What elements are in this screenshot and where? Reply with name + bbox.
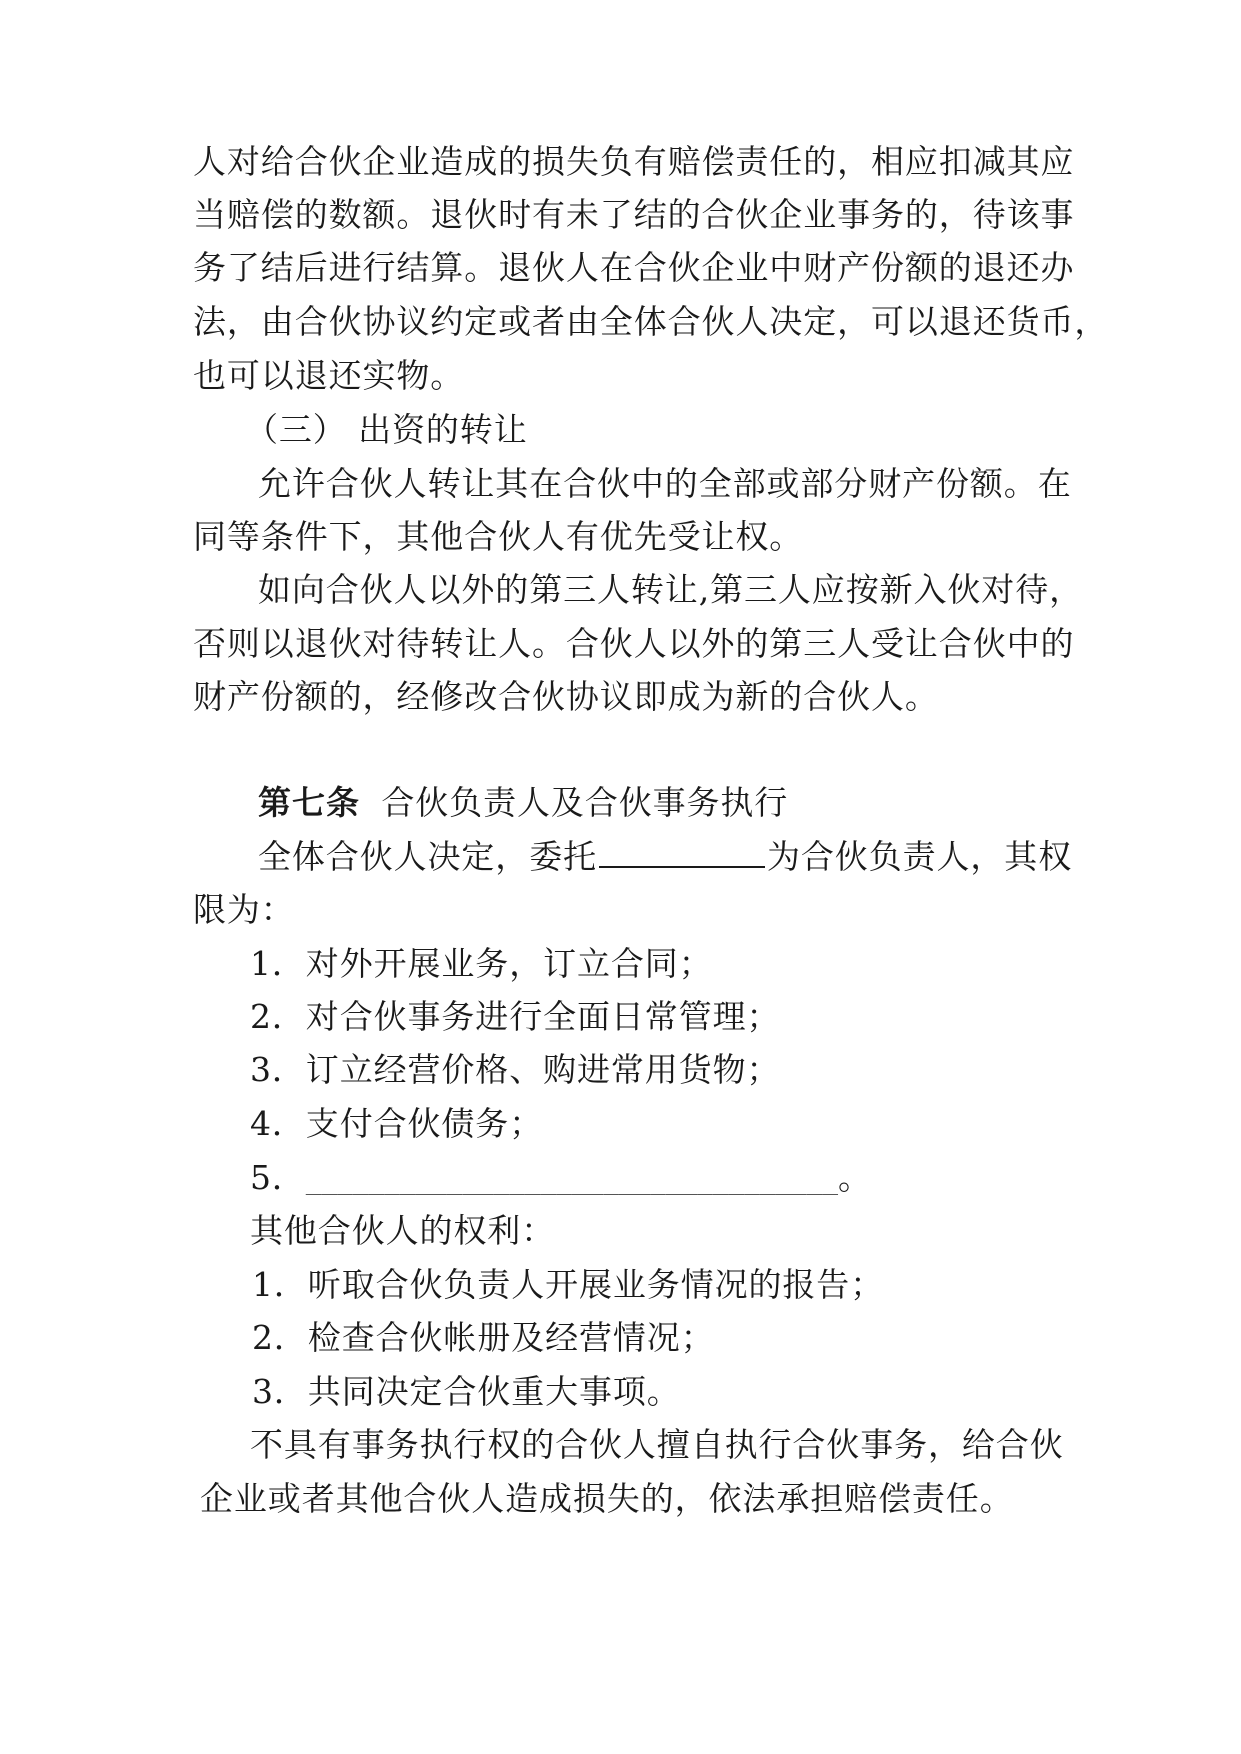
paragraph-line: 法，由合伙协议约定或者由全体合伙人决定，可以退还货币，	[193, 302, 1109, 341]
paragraph-line: 如向合伙人以外的第三人转让,第三人应按新入伙对待，	[258, 570, 1083, 609]
paragraph-line: 否则以退伙对待转让人。合伙人以外的第三人受让合伙中的	[193, 624, 1075, 663]
appointment-text-before: 全体合伙人决定，委托	[258, 837, 597, 876]
appointment-line	[258, 837, 1072, 877]
list-item: 3．订立经营价格、购进常用货物；	[250, 1050, 781, 1089]
list-item: 4．支付合伙债务；	[250, 1104, 544, 1143]
list-item: 1．听取合伙负责人开展业务情况的报告；	[252, 1265, 885, 1304]
appointment-text-after: 为合伙负责人，其权	[767, 837, 1073, 876]
power-5-blank[interactable]: __________________________________	[305, 1166, 839, 1196]
subheading: 其他合伙人的权利：	[250, 1211, 556, 1250]
list-number: 5．	[250, 1158, 306, 1197]
list-item: 3．共同决定合伙重大事项。	[252, 1372, 681, 1411]
list-item: 2．检查合伙帐册及经营情况；	[252, 1318, 715, 1357]
paragraph-line: 人对给合伙企业造成的损失负有赔偿责任的，相应扣减其应	[193, 142, 1075, 181]
paragraph-line: 当赔偿的数额。退伙时有未了结的合伙企业事务的，待该事	[193, 195, 1075, 234]
paragraph-line: 也可以退还实物。	[193, 356, 465, 395]
paragraph-line: 允许合伙人转让其在合伙中的全部或部分财产份额。在	[258, 464, 1072, 503]
article-number: 第七条	[258, 783, 360, 822]
paragraph-line: 同等条件下，其他合伙人有优先受让权。	[193, 517, 804, 556]
article-heading	[258, 783, 788, 823]
paragraph-line: 限为：	[193, 890, 295, 929]
article-title: 合伙负责人及合伙事务执行	[381, 783, 789, 822]
paragraph-line: 务了结后进行结算。退伙人在合伙企业中财产份额的退还办	[193, 248, 1075, 287]
list-item-blank	[250, 1158, 872, 1201]
paragraph-line: 企业或者其他合伙人造成损失的，依法承担赔偿责任。	[200, 1479, 1014, 1518]
list-item: 2．对合伙事务进行全面日常管理；	[250, 997, 781, 1036]
responsible-person-blank[interactable]	[599, 838, 765, 868]
list-item: 1．对外开展业务，订立合同；	[250, 944, 713, 983]
section-heading: （三） 出资的转让	[245, 410, 528, 449]
list-end-mark: 。	[838, 1158, 872, 1197]
paragraph-line: 不具有事务执行权的合伙人擅自执行合伙事务，给合伙	[250, 1425, 1064, 1464]
paragraph-line: 财产份额的，经修改合伙协议即成为新的合伙人。	[193, 677, 939, 716]
